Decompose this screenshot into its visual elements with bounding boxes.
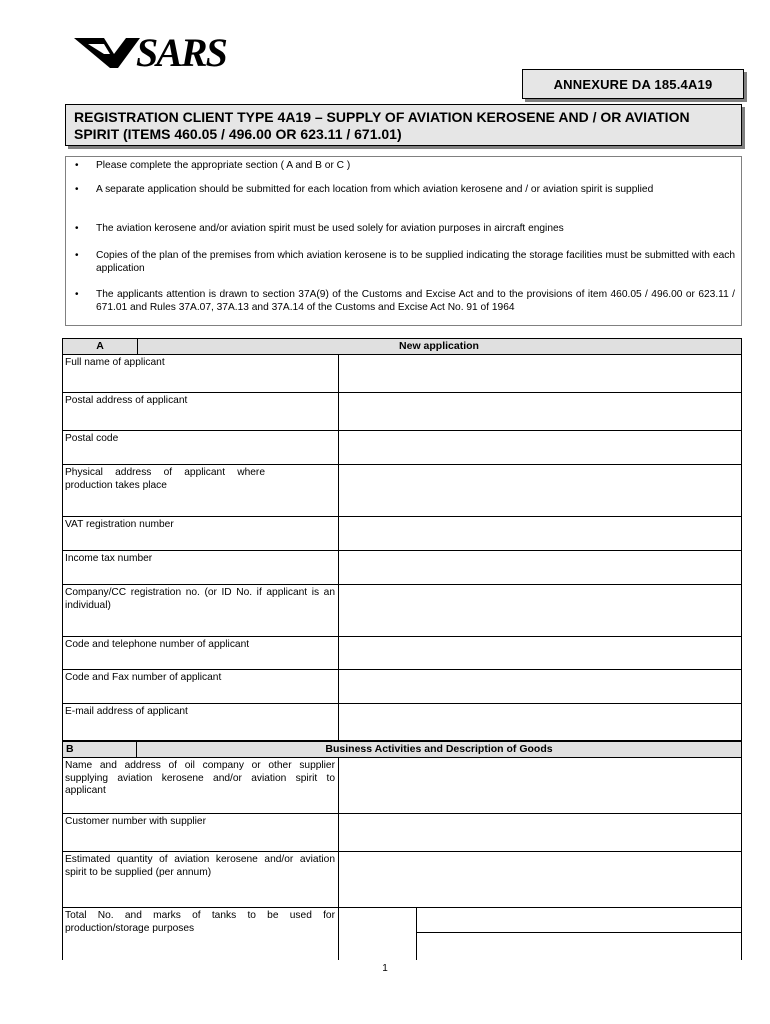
bullet-icon: • (75, 160, 79, 171)
form-row (62, 585, 742, 637)
field-label: Income tax number (65, 553, 153, 564)
form-row (62, 758, 742, 814)
field-label: Estimated quantity of aviation kerosene and/or aviation spirit to be supplied (per annum) (65, 854, 335, 878)
customer-number-input[interactable] (338, 814, 741, 851)
field-label: Code and telephone number of applicant (65, 639, 250, 650)
form-row (62, 704, 742, 741)
field-label: E-mail address of applicant (65, 706, 188, 717)
instruction-item: • Copies of the plan of the premises from which aviation kerosene is to be supplied indicating the storage facilities must be submitted with each application (75, 250, 735, 274)
field-label: Physical address of applicant where production takes place (65, 467, 265, 491)
section-letter: B (63, 742, 137, 757)
bullet-icon: • (75, 250, 79, 261)
instruction-item: • The aviation kerosene and/or aviation spirit must be used solely for aviation purposes in aircraft engines (75, 223, 564, 234)
fax-input[interactable] (338, 670, 741, 703)
field-label: Postal address of applicant (65, 395, 188, 406)
telephone-input[interactable] (338, 637, 741, 669)
form-row (62, 431, 742, 465)
form-row (62, 814, 742, 852)
form-row (62, 465, 742, 517)
form-row (62, 393, 742, 431)
section-b-header (62, 741, 742, 758)
field-label: Full name of applicant (65, 357, 165, 368)
physical-address-input[interactable] (338, 465, 741, 516)
email-input[interactable] (338, 704, 741, 740)
form-row (62, 852, 742, 908)
income-tax-input[interactable] (338, 551, 741, 584)
estimated-quantity-input[interactable] (338, 852, 741, 907)
section-title: Business Activities and Description of Goods (325, 743, 553, 755)
tanks-number-input[interactable] (339, 908, 417, 960)
form-title: REGISTRATION CLIENT TYPE 4A19 – SUPPLY OF AVIATION KEROSENE AND / OR AVIATION SPIRIT (ITEMS 460.05 / 496.00 OR 623.11 / 671.01) (65, 104, 742, 146)
instructions-box (65, 156, 742, 326)
form-row (62, 355, 742, 393)
bullet-icon: • (75, 223, 79, 234)
postal-address-input[interactable] (338, 393, 741, 430)
vat-number-input[interactable] (338, 517, 741, 550)
logo-text: SARS (136, 30, 226, 72)
sars-logo (74, 30, 244, 72)
company-registration-input[interactable] (338, 585, 741, 636)
annexure-label: ANNEXURE DA 185.4A19 (522, 69, 744, 99)
tanks-divider (417, 932, 741, 933)
form-row (62, 670, 742, 704)
section-letter: A (63, 339, 138, 354)
instruction-item: • A separate application should be submitted for each location from which aviation kerosene and / or aviation spirit is supplied (75, 184, 654, 195)
field-label: Total No. and marks of tanks to be used for production/storage purposes (65, 910, 335, 934)
field-label: Company/CC registration no. (or ID No. if applicant is an individual) (65, 587, 335, 611)
instruction-item: • The applicants attention is drawn to section 37A(9) of the Customs and Excise Act and to the provisions of item 460.05 / 496.00 or 623.11 / 671.01 and Rules 37A.07, 37A.13 and 37A.14 of the Customs and Excise Act No. 91 of 1964 (75, 289, 735, 313)
field-label: Customer number with supplier (65, 816, 206, 827)
field-label: Postal code (65, 433, 119, 444)
bullet-icon: • (75, 289, 79, 300)
postal-code-input[interactable] (338, 431, 741, 464)
form-row (62, 551, 742, 585)
supplier-name-input[interactable] (338, 758, 741, 813)
full-name-input[interactable] (338, 355, 741, 392)
section-title: New application (399, 340, 479, 352)
field-label: VAT registration number (65, 519, 174, 530)
bullet-icon: • (75, 184, 79, 195)
form-row (62, 517, 742, 551)
tanks-field (338, 908, 741, 960)
form-row (62, 637, 742, 670)
field-label: Name and address of oil company or other supplier supplying aviation kerosene and/or aviation spirit to applicant (65, 760, 335, 796)
form-row (62, 908, 742, 960)
field-label: Code and Fax number of applicant (65, 672, 222, 683)
page-number: 1 (382, 963, 388, 974)
section-a-header (62, 338, 742, 355)
instruction-item: • Please complete the appropriate section ( A and B or C ) (75, 160, 351, 171)
